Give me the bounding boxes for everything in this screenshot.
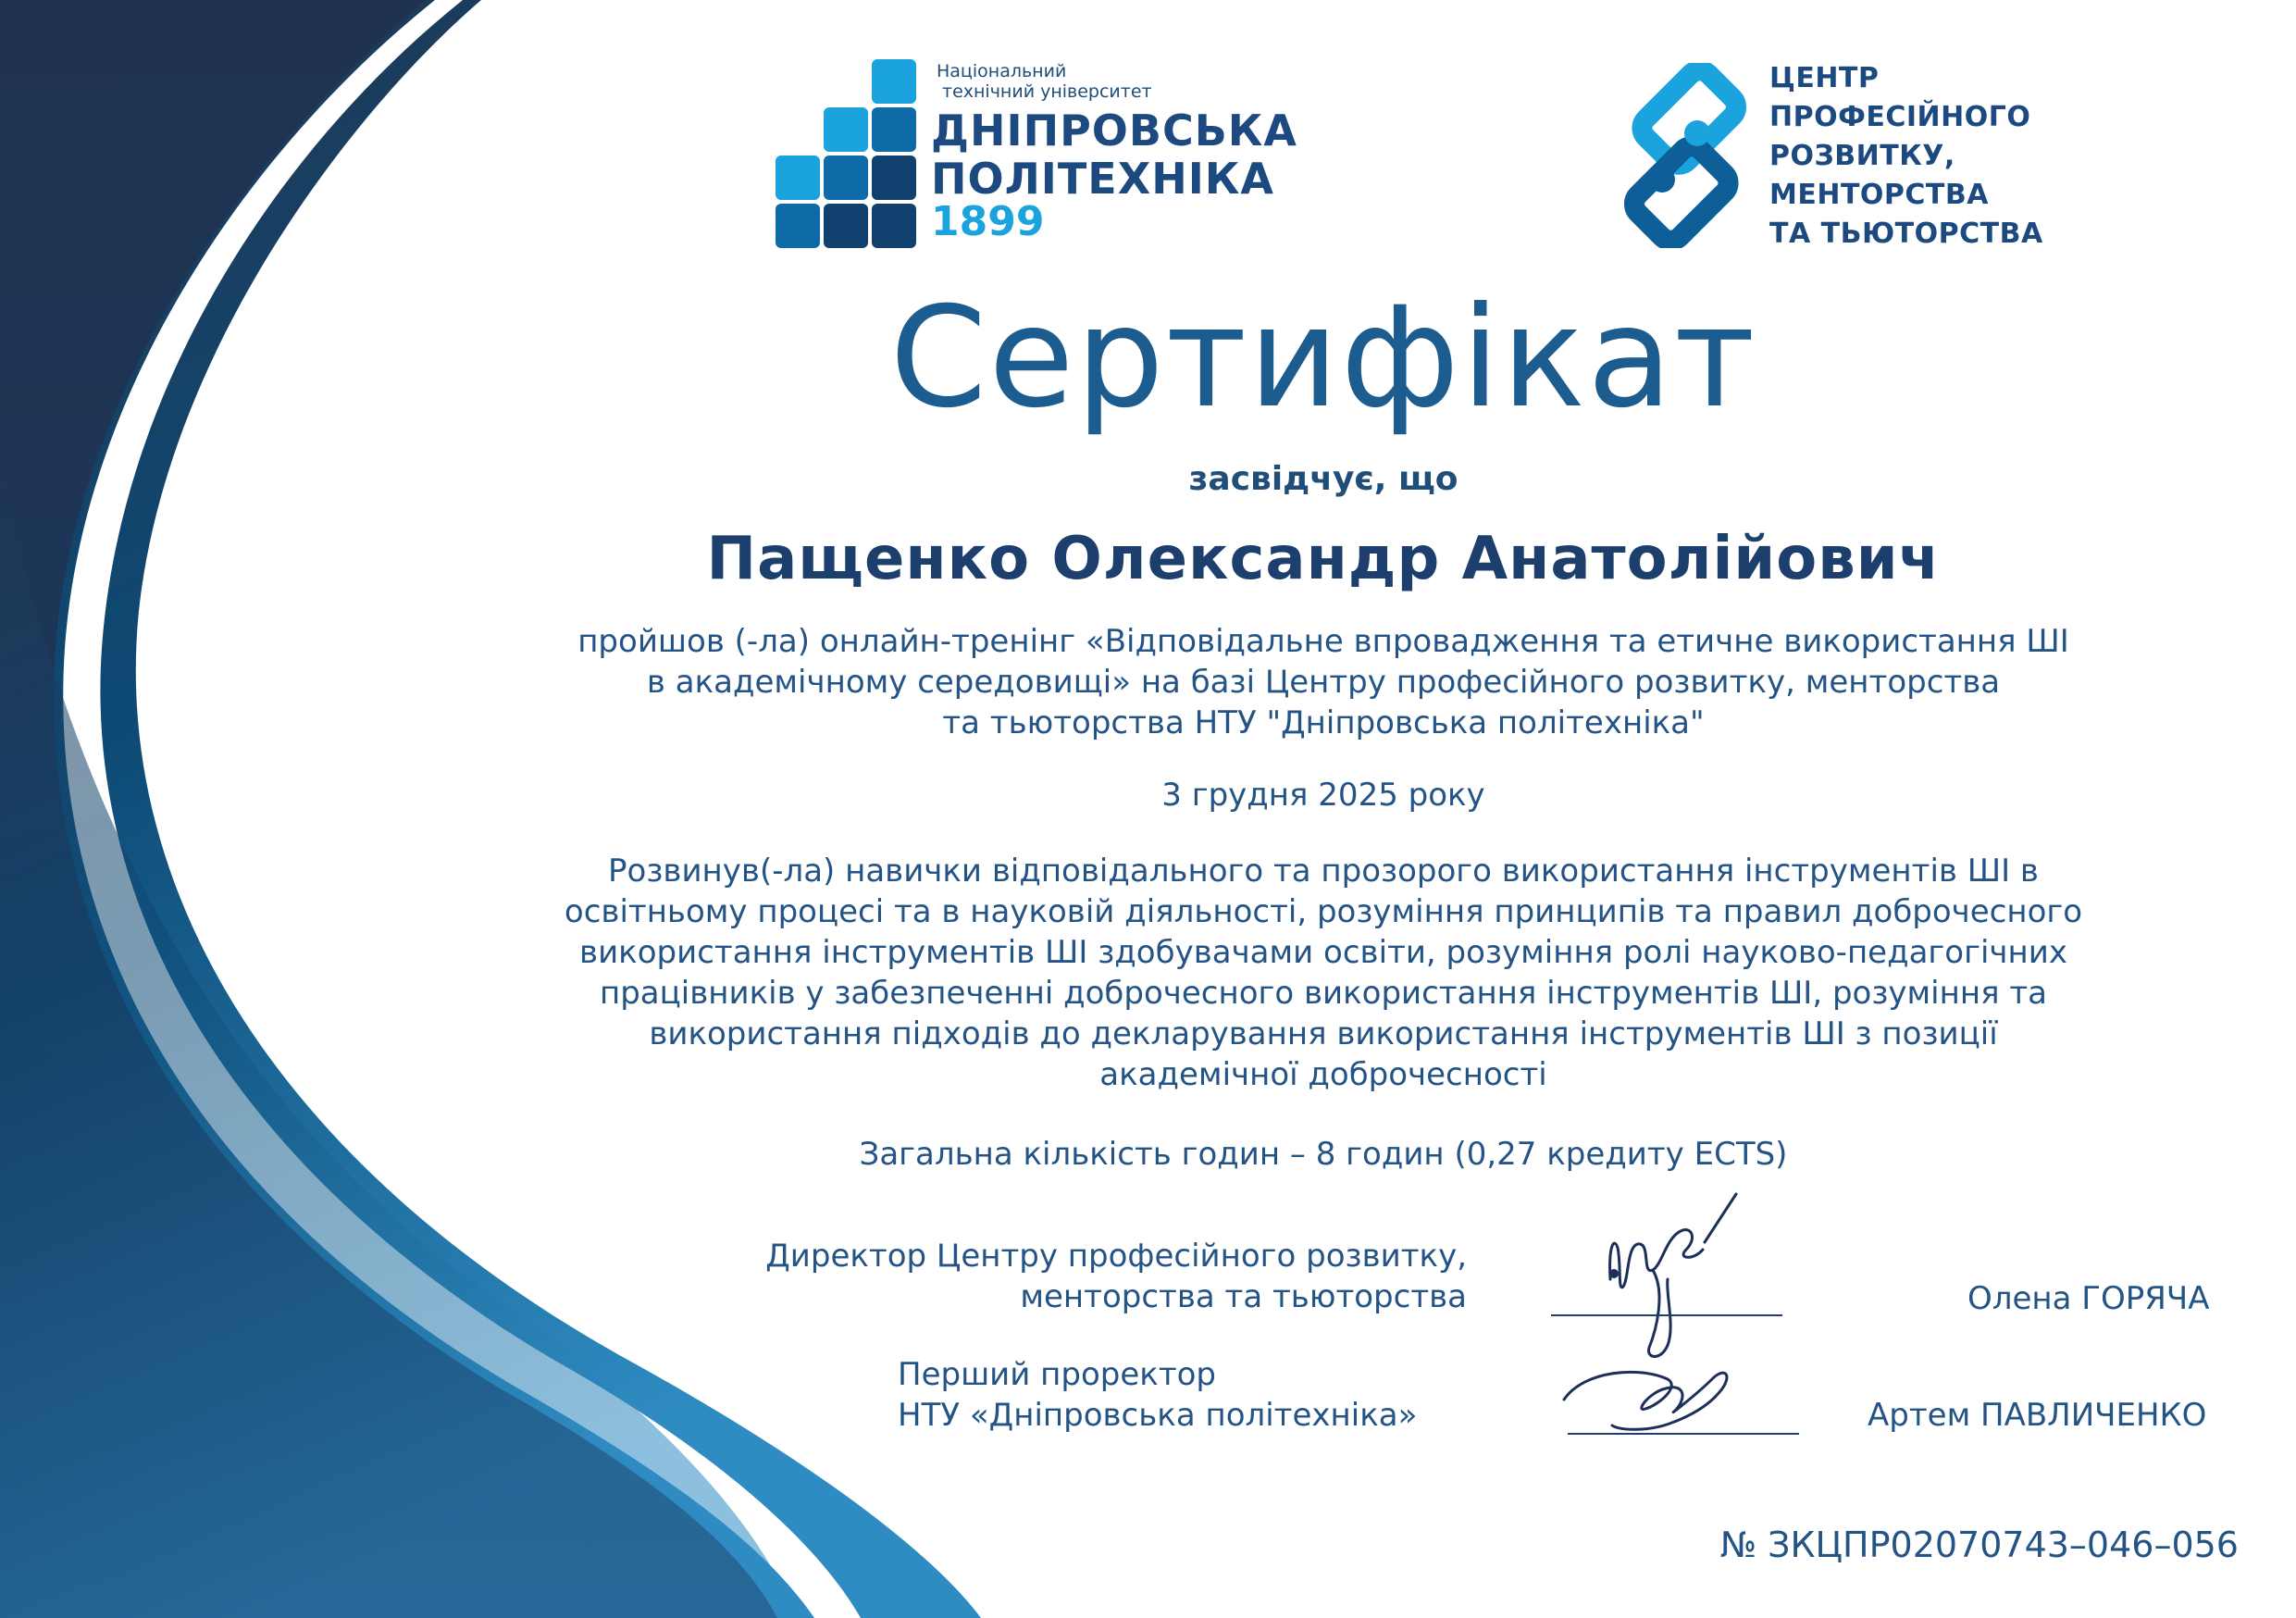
training-description-line2: в академічному середовищі» на базі Центру професійного розвитку, менторства — [646, 664, 2001, 701]
university-logo-blocks — [776, 59, 924, 254]
skills-line4: працівників у забезпеченні доброчесного використання інструментів ШІ, розуміння та — [600, 975, 2047, 1012]
skills-line2: освітньому процесі та в науковій діяльності, розуміння принципів та правил доброчесного — [564, 893, 2083, 930]
certificate-attests: засвідчує, що — [1188, 460, 1458, 498]
centre-name-line1: ЦЕНТР — [1769, 62, 1880, 94]
signatory2-name: Артем ПАВЛИЧЕНКО — [1868, 1397, 2207, 1434]
signatory1-name: Олена ГОРЯЧА — [1967, 1280, 2210, 1317]
university-founding-year: 1899 — [931, 198, 1045, 245]
centre-logo-icon — [1601, 63, 1769, 248]
university-subtitle-line2: технічний університет — [942, 81, 1152, 102]
signatory2-position-line2: НТУ «Дніпровська політехніка» — [898, 1397, 1418, 1434]
recipient-name: Пащенко Олександр Анатолійович — [706, 525, 1941, 593]
skills-line5: використання підходів до декларування використання інструментів ШІ з позиції — [649, 1015, 1998, 1052]
signatory2-position-line1: Перший проректор — [898, 1356, 1217, 1393]
training-date: 3 грудня 2025 року — [1161, 777, 1485, 814]
centre-name-line4: МЕНТОРСТВА — [1769, 179, 1989, 211]
training-description-line3: та тьюторства НТУ "Дніпровська політехніка" — [942, 704, 1705, 741]
centre-name-line5: ТА ТЬЮТОРСТВА — [1769, 218, 2043, 250]
training-description-line1: пройшов (-ла) онлайн-тренінг «Відповідальне впровадження та етичне використання ШІ — [577, 623, 2069, 660]
skills-line6: академічної доброчесності — [1099, 1056, 1547, 1093]
signatory1-position-line2: менторства та тьюторства — [1020, 1278, 1467, 1315]
signatory1-signature — [1601, 1190, 1740, 1366]
skills-line3: використання інструментів ШІ здобувачами освіти, розуміння ролі науково-педагогічних — [579, 934, 2067, 971]
total-hours: Загальна кількість годин – 8 годин (0,27 кредиту ECTS) — [859, 1136, 1788, 1173]
signatory1-signature-line — [1551, 1314, 1782, 1316]
centre-name-line3: РОЗВИТКУ, — [1769, 140, 1955, 172]
signatory1-position-line1: Директор Центру професійного розвитку, — [765, 1238, 1467, 1275]
certificate-number: № ЗКЦПР02070743–046–056 — [1719, 1525, 2239, 1565]
university-name-line2: ПОЛІТЕХНІКА — [931, 154, 1275, 204]
signatory2-signature — [1557, 1351, 1742, 1435]
university-name-line1: ДНІПРОВСЬКА — [931, 106, 1297, 156]
centre-name-line2: ПРОФЕСІЙНОГО — [1769, 101, 2031, 133]
signatory2-signature-line — [1568, 1433, 1799, 1435]
university-subtitle-line1: Національний — [937, 61, 1067, 81]
certificate-title: Сертифікат — [889, 278, 1757, 439]
skills-line1: Розвинув(-ла) навички відповідального та прозорого використання інструментів ШІ в — [608, 853, 2039, 890]
